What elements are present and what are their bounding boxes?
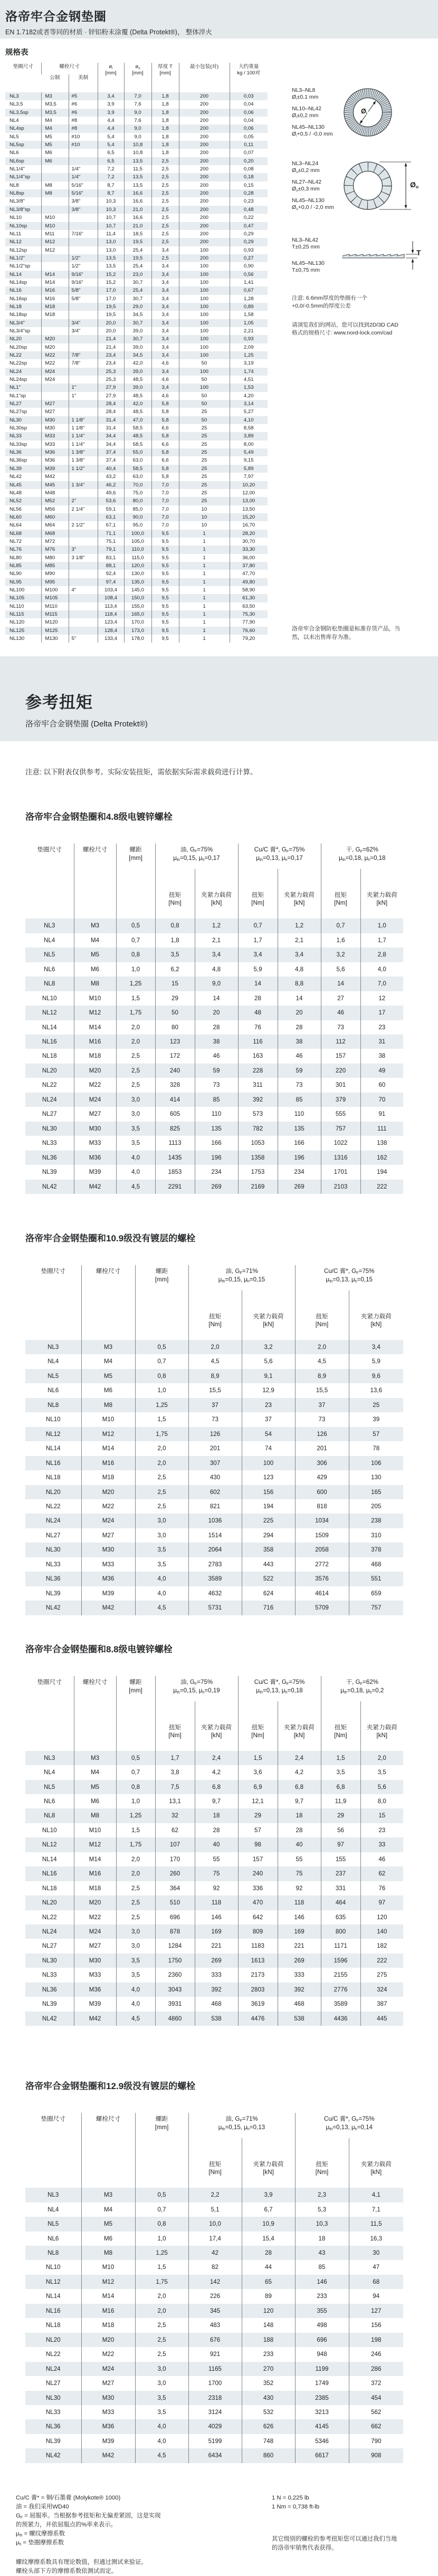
footnotes [16, 2494, 438, 2576]
table-row: NL14sp M14 9/16" 15,2 30,7 3,4 100 1,41 [5, 279, 268, 286]
table-row: NL1/4" 1/4" 7,2 11,5 2,5 200 0,08 [5, 165, 268, 173]
footnotes-units [272, 2494, 397, 2576]
table-row: NL10 M10 10,7 16,6 2,5 200 0,22 [5, 214, 268, 222]
footnote-line: 的预紧力，并依屈服点的%率来表示。 [16, 2521, 117, 2528]
spec-section [5, 63, 438, 643]
table-row: NL1/2" 1/2" 13,5 19,5 2,5 200 0,27 [5, 254, 268, 262]
outer-diameter-tolerances [292, 160, 342, 216]
col-header-torque: 扭矩 [Nm] [295, 1290, 349, 1340]
table-row: NL20 M20 21,4 30,7 3,4 100 0,93 [5, 335, 268, 343]
table-row: NL5 M5 0,8 7,5 6,8 6,9 6,8 6,8 5,6 [25, 1780, 403, 1794]
col-header-clamp-load: 夹紧力载荷 [kN] [242, 1290, 295, 1340]
group-header-oil: 油, $G_F=71\%$ $\mu_{th}=0,15$, $\mu_h=0,15$ [188, 1265, 295, 1290]
torque-table-4-8-body [25, 918, 403, 1194]
table-row: NL30 M30 3,5 2064 358 2058 378 [25, 1543, 403, 1557]
torque-table-4-8-title: 洛帝牢合金钢垫圈和4.8级电镀锌螺栓 [25, 812, 173, 822]
table-row: NL14 M14 9/16" 15,2 23,0 3,4 100 0,56 [5, 271, 268, 279]
table-row: NL10 M10 1,5 82 44 85 47 [25, 2260, 403, 2274]
table-row: NL10 M10 1,5 62 28 57 28 56 23 [25, 1823, 403, 1837]
table-row: NL52 M52 2" 53,6 80,0 7,0 25 13,00 [5, 497, 268, 505]
reference-torque-banner [0, 656, 438, 741]
table-row: NL36 M36 1 3/8" 37,4 55,0 5,8 25 5,49 [5, 448, 268, 456]
table-row: NL16 M16 5/8" 17,0 25,4 3,4 100 0,67 [5, 286, 268, 294]
tolerance-range: NL45–NL130 [292, 124, 325, 130]
table-row: NL14 M14 2,0 201 74 201 78 [25, 1441, 403, 1455]
table-row: NL20 M20 2,5 676 188 696 198 [25, 2333, 403, 2347]
torque-table-12-9-title: 洛帝牢合金钢垫圈和12.9级没有镀层的螺栓 [25, 2081, 196, 2092]
col-header-clamp-load: 夹紧力载荷 [kN] [349, 2138, 403, 2188]
col-header-clamp-load: 夹紧力载荷 [kN] [242, 2138, 295, 2188]
table-row: NL20 M20 2,5 602 156 600 165 [25, 1485, 403, 1499]
group-header-oil: 油, $G_F=75\%$ $\mu_{th}=0,15$, $\mu_h=0,17$ [155, 844, 238, 869]
table-row: NL30sp M30 1 1/8" 31,4 58,5 6,6 25 8,58 [5, 424, 268, 432]
table-row: NL3/8"sp 3/8" 10,3 21,0 2,5 200 0,48 [5, 206, 268, 214]
tolerance-value: $Ø_i\pm 0,1$ mm [292, 94, 319, 101]
tolerance-range: NL45–NL130 [292, 260, 325, 266]
col-header-clamp-load: 夹紧力载荷 [kN] [195, 869, 238, 918]
table-row: NL120 M120 123,4 170,0 9,5 1 77,90 [5, 618, 268, 626]
table-row: NL12 M12 13,0 19,5 2,5 200 0,29 [5, 238, 268, 246]
inner-diameter-label: $Ø_i$ [361, 108, 367, 116]
thickness-label: T [416, 248, 421, 257]
col-header-thickness: 厚度 T [mm] [151, 63, 179, 92]
table-row: NL95 M95 97,4 135,0 9,5 1 49,80 [5, 578, 268, 586]
group-header-dry: 干, $G_F=62\%$ $\mu_{th}=0,18$, $\mu_h=0,18$ [321, 844, 403, 869]
table-row: NL33 M33 3,5 2360 333 2173 333 2155 275 [25, 1968, 403, 1982]
table-row: NL24 M24 25,3 39,0 3,4 100 1,74 [5, 368, 268, 376]
table-row: NL3 M3 0,5 2,0 3,2 2,0 3,4 [25, 1340, 403, 1354]
table-row: NL39 M39 4,0 3931 468 3619 468 3589 387 [25, 1997, 403, 2011]
spec-table [5, 63, 268, 643]
table-row: NL105 M105 108,4 150,0 9,5 1 61,30 [5, 594, 268, 602]
table-row: NL1/4"sp 1/4" 7,2 13,5 2,5 200 0,18 [5, 173, 268, 181]
table-row: NL36 M36 4,0 1435 196 1358 196 1316 162 [25, 1151, 403, 1165]
torque-table-header [25, 2113, 403, 2188]
col-header-torque: 扭矩 [Nm] [155, 869, 195, 918]
table-row: NL22 M22 2,5 821 194 818 205 [25, 1499, 403, 1514]
spec-table-heading: 规格表 [5, 49, 28, 57]
table-row: NL1/2"sp 1/2" 13,5 25,4 3,4 100 0,90 [5, 262, 268, 270]
col-header-washer-size: 垫圈尺寸 [41, 1267, 65, 1275]
col-header-bolt-size: 螺栓尺寸 [81, 1265, 135, 1340]
table-row: NL48 M48 49,6 75,0 7,0 25 12,00 [5, 489, 268, 497]
table-row: NL3/4"sp 3/4" 20,0 39,0 3,4 100 2,21 [5, 327, 268, 335]
table-row: NL6 M6 1,0 6,2 4,8 5,9 4,8 5,6 4,0 [25, 962, 403, 976]
table-row: NL14 M14 2,0 170 55 157 55 155 46 [25, 1852, 403, 1866]
group-header-oil: 油, $G_F=75\%$ $\mu_{th}=0,15$, $\mu_h=0,19$ [155, 1676, 238, 1701]
unit-conversion: 1 N = 0,225 lb [272, 2494, 309, 2501]
table-row: NL8 M8 1,25 32 18 29 18 29 15 [25, 1808, 403, 1823]
tolerance-column [268, 63, 438, 643]
table-row: NL8sp M8 5/16" 8,7 16,6 2,5 200 0,28 [5, 189, 268, 197]
table-row: NL90 M90 92,4 130,0 9,5 1 47,70 [5, 570, 268, 578]
table-row: NL10sp M10 10,7 21,0 2,5 200 0,47 [5, 222, 268, 230]
torque-table-8-8 [25, 1676, 403, 2026]
table-row: NL100 M100 4" 103,4 145,0 9,5 1 58,90 [5, 586, 268, 594]
table-row: NL60 M60 63,1 90,0 7,0 10 15,20 [5, 513, 268, 521]
table-row: NL33 M33 3,5 1113 166 1053 166 1022 138 [25, 1136, 403, 1150]
table-row: NL80 M80 3 1/8" 83,1 115,0 9,5 1 36,00 [5, 554, 268, 562]
table-row: NL14 M14 2,0 226 89 233 94 [25, 2289, 403, 2303]
table-row: NL39 M39 4,0 4632 624 4614 659 [25, 1586, 403, 1601]
spec-table-header [5, 63, 268, 92]
col-header-torque: 扭矩 [Nm] [321, 1701, 360, 1751]
table-row: NL1"sp 1" 27,9 48,5 4,6 50 4,20 [5, 392, 268, 400]
washer-thickness-diagram [342, 237, 424, 272]
table-row: NL3,5 M3,5 #6 3,9 7,6 1,8 200 0,04 [5, 100, 268, 108]
table-row: NL16 M16 2,0 345 120 355 127 [25, 2304, 403, 2318]
table-row: NL68 M68 71,1 100,0 9,5 1 28,20 [5, 530, 268, 538]
col-header-washer-size: 垫圈尺寸 [41, 2115, 65, 2123]
table-row: NL12 M12 1,75 107 40 98 40 97 33 [25, 1837, 403, 1852]
cad-website-note: 请浏览我们的网站，您可以找到2D/3D CAD 格式的规格尺寸: www.nord-lock.com/cad [292, 322, 398, 336]
tolerance-range: NL10–NL42 [292, 106, 322, 112]
torque-table-8-8-body [25, 1751, 403, 2026]
table-row: NL4 M4 0,7 4,5 5,6 4,5 5,9 [25, 1354, 403, 1368]
table-row: NL36 M36 4,0 3589 522 3576 551 [25, 1572, 403, 1586]
table-row: NL12 M12 1,75 50 20 48 20 46 17 [25, 1005, 403, 1020]
table-row: NL3 M3 0,5 1,7 2,4 1,5 2,4 1,5 2,0 [25, 1751, 403, 1765]
table-row: NL110 M110 113,4 155,0 9,5 1 63,50 [5, 602, 268, 610]
table-row: NL22 M22 2,5 328 73 311 73 301 60 [25, 1078, 403, 1092]
table-row: NL20sp M20 21,4 39,0 3,4 100 2,09 [5, 343, 268, 351]
table-row: NL42 M42 4,5 5731 716 5709 757 [25, 1601, 403, 1615]
thickness-tolerance-block [292, 237, 438, 279]
outer-diameter-label: $Ø_o$ [410, 180, 419, 190]
table-row: NL22 M22 2,5 921 233 948 246 [25, 2347, 403, 2361]
table-row: NL130 M130 5" 133,4 178,0 9,5 1 79,20 [5, 635, 268, 643]
table-row: NL33 M33 3,5 3124 532 3213 562 [25, 2405, 403, 2419]
col-header-washer-size: 垫圈尺寸 [37, 846, 62, 854]
spec-table-body [5, 92, 268, 643]
col-header-pitch: 螺距 [mm] [135, 2113, 188, 2188]
table-row: NL1" 1" 27,9 39,0 3,4 100 1,53 [5, 384, 268, 391]
torque-table-header [25, 1265, 403, 1340]
col-header-pitch: 螺距 [mm] [135, 1265, 188, 1340]
tolerance-range: NL3–NL42 [292, 237, 319, 243]
table-row: NL39 M39 4,0 5199 748 5346 790 [25, 2434, 403, 2448]
table-row: NL33sp M33 1 1/4" 34,4 58,5 6,6 25 8,00 [5, 440, 268, 448]
torque-table-12-9 [25, 2113, 403, 2463]
table-row: NL3 M3 0,5 0,8 1,2 0,7 1,2 0,7 1,0 [25, 918, 403, 933]
torque-table-10-9-title: 洛帝牢合金钢垫圈和10.9级没有镀层的螺栓 [25, 1233, 196, 1243]
table-row: NL3/8" 3/8" 10,3 16,6 2,5 200 0,23 [5, 197, 268, 205]
col-header-clamp-load: 夹紧力载荷 [kN] [360, 1701, 403, 1751]
table-row: NL10 M10 1,5 29 14 28 14 27 12 [25, 991, 403, 1005]
footnote-line: Cu/C 膏* = 铜/石墨膏 (Molykote® 1000) [16, 2494, 121, 2501]
table-row: NL24 M24 3,0 1036 225 1034 238 [25, 1514, 403, 1528]
col-header-bolt-size: 螺栓尺寸 [74, 844, 116, 918]
tolerance-value: $Ø_o\pm 0,3$ mm [292, 186, 320, 193]
tolerance-value: $Ø_i\pm 0,2$ mm [292, 112, 319, 119]
torque-notice: 注意: 以下附表仅供参考。实际安装扭矩，需依据实际需求载荷进行计算。 [25, 768, 258, 777]
table-row: NL6 M6 6,5 10,8 1,8 200 0,07 [5, 149, 268, 157]
torque-table-10-9-body [25, 1340, 403, 1615]
table-row: NL3 M3 0,5 2,2 3,9 2,3 4,1 [25, 2188, 403, 2202]
tolerance-range: NL45–NL130 [292, 197, 325, 204]
table-row: NL18sp M18 19,5 34,5 3,4 100 1,58 [5, 311, 268, 319]
footnote-line: $\mu_h$ = 垫圈摩擦系数 [16, 2539, 64, 2546]
thickness-tolerance-note: 注意: 6.6mm厚度的垫圈有一个 +0,0/-0.5mm的厚度公差 [292, 295, 367, 309]
col-header-min-pack: 最小包装(对) [179, 63, 230, 92]
table-row: NL27 M27 3,0 1284 221 1183 221 1171 182 [25, 1939, 403, 1953]
table-row: NL30 M30 3,5 1750 269 1613 269 1596 222 [25, 1953, 403, 1968]
table-row: NL42 M42 4,5 2291 269 2169 269 2103 222 [25, 1180, 403, 1194]
table-row: NL30 M30 3,5 825 135 782 135 757 111 [25, 1122, 403, 1136]
table-row: NL36 M36 4,0 3043 392 2803 392 2776 324 [25, 1983, 403, 1997]
torque-table-header [25, 844, 403, 918]
table-row: NL42 M42 43,2 63,0 5,8 25 7,97 [5, 473, 268, 481]
col-header-metric: 公制 [50, 75, 60, 81]
table-row: NL20 M20 2,5 240 59 228 59 220 49 [25, 1064, 403, 1078]
table-row: NL18 M18 2,5 483 148 498 156 [25, 2318, 403, 2332]
table-row: NL18 M18 2,5 172 46 163 46 157 38 [25, 1049, 403, 1063]
washer-inner-diameter-diagram [342, 87, 393, 138]
table-row: NL18 M18 2,5 430 123 429 130 [25, 1470, 403, 1485]
table-row: NL6 M6 1,0 13,1 9,7 12,1 9,7 11,9 8,0 [25, 1794, 403, 1808]
footnote-line: $G_F$ = 屈服率。当根据参考扭矩和无偏差紧固，这是实现 [16, 2512, 161, 2520]
table-row: NL16 M16 2,0 307 100 306 106 [25, 1456, 403, 1470]
table-row: NL12 M12 1,75 126 54 126 57 [25, 1427, 403, 1441]
col-header-us: 美制 [69, 74, 98, 92]
table-row: NL12 M12 1,75 142 65 146 68 [25, 2275, 403, 2289]
col-header-torque: 扭矩 [Nm] [321, 869, 360, 918]
tolerance-range: NL3–NL8 [292, 87, 316, 93]
table-row: NL22sp M22 7/8" 23,4 42,0 4,6 50 3,19 [5, 359, 268, 367]
table-row: NL33 M33 3,5 2783 443 2772 468 [25, 1557, 403, 1572]
col-header-clamp-load: 夹紧力载荷 [kN] [360, 869, 403, 918]
table-row: NL24 M24 3,0 1165 270 1199 286 [25, 2362, 403, 2376]
col-header-bolt-size: 螺栓尺寸 [41, 63, 98, 74]
table-row: NL3 M3 #5 3,4 7,0 1,8 200 0,03 [5, 92, 268, 100]
table-row: NL42 M42 4,5 4860 538 4476 538 4436 445 [25, 2012, 403, 2026]
page-subtitle: EN 1.7182或者等同的材质 · 锌铝粉末涂覆 (Delta Protekt®)， 整体淬火 [5, 28, 212, 36]
table-row: NL115 M115 118,4 165,0 9,5 1 75,30 [5, 610, 268, 618]
table-row: NL27 M27 3,0 1700 352 1749 372 [25, 2376, 403, 2390]
table-row: NL14 M14 2,0 80 28 76 28 73 23 [25, 1020, 403, 1035]
tolerance-range: NL27–NL42 [292, 179, 322, 185]
table-row: NL4 M4 0,7 3,8 4,2 3,6 4,2 3,5 3,5 [25, 1765, 403, 1779]
table-row: NL85 M85 88,1 120,0 9,5 1 37,80 [5, 562, 268, 570]
table-row: NL36 M36 4,0 4029 626 4145 662 [25, 2419, 403, 2434]
tolerance-value: $Ø_i+0,5 / -0,0$ mm [292, 131, 333, 138]
group-header-paste: Cu/C 膏*, $G_F=75\%$ $\mu_{th}=0,13$, $\mu_h=0,15$ [295, 1265, 403, 1290]
torque-table-4-8 [25, 844, 403, 1194]
col-header-clamp-load: 夹紧力载荷 [kN] [278, 869, 321, 918]
col-header-clamp-load: 夹紧力载荷 [kN] [195, 1701, 238, 1751]
table-row: NL33 M33 1 1/4" 34,4 48,5 5,8 25 3,89 [5, 432, 268, 440]
col-header-torque: 扭矩 [Nm] [155, 1701, 195, 1751]
table-row: NL30 M30 1 1/8" 31,4 47,0 5,8 50 4,10 [5, 416, 268, 424]
stock-availability-note: 洛帝牢合金钢防松垫圈是标准存货产品，当 然，以未出售库存为准。 [292, 626, 401, 640]
tolerance-value: T±0,75 mm [292, 267, 320, 273]
group-header-oil: 油, $G_F=71\%$ $\mu_{th}=0,15$, $\mu_h=0,13$ [188, 2113, 295, 2138]
col-header-washer-size: 垫圈尺寸 [13, 64, 33, 70]
table-row: NL45 M45 1 3/4" 46,2 70,0 7,0 25 10,20 [5, 481, 268, 489]
table-row: NL72 M72 75,1 105,0 9,5 1 30,70 [5, 538, 268, 545]
table-row: NL8 M8 1,25 42 28 43 30 [25, 2246, 403, 2260]
tolerance-value: $Ø_o\pm 0,2$ mm [292, 167, 320, 174]
table-row: NL125 M125 128,4 173,0 9,5 1 76,60 [5, 627, 268, 635]
table-row: NL39 M39 1 1/2" 40,4 58,5 5,8 25 5,89 [5, 465, 268, 473]
col-header-bolt-size: 螺栓尺寸 [74, 1676, 116, 1751]
table-row: NL16 M16 2,0 260 75 240 75 237 62 [25, 1866, 403, 1881]
torque-table-8-8-title: 洛帝牢合金钢垫圈和8.8级电镀锌螺栓 [25, 1644, 173, 1654]
table-row: NL42 M42 4,5 6434 860 6617 908 [25, 2448, 403, 2463]
page-title: 洛帝牢合金钢垫圈 [5, 9, 107, 23]
table-row: NL4 M4 0,7 1,8 2,1 1,7 2,1 1,6 1,7 [25, 933, 403, 947]
table-row: NL4 M4 #8 4,4 7,6 1,8 200 0,04 [5, 117, 268, 125]
unit-conversion: 1 Nm = 0,738 ft-lb [272, 2503, 320, 2510]
table-row: NL24 M24 3,0 414 85 392 85 379 70 [25, 1093, 403, 1107]
table-row: NL24 M24 3,0 878 169 809 169 800 140 [25, 1924, 403, 1939]
col-header-torque: 扭矩 [Nm] [238, 869, 278, 918]
table-row: NL27 M27 3,0 605 110 573 110 555 91 [25, 1107, 403, 1121]
group-header-paste: Cu/C 膏*, $G_F=75\%$ $\mu_{th}=0,13$, $\mu_h=0,18$ [238, 1676, 321, 1701]
table-row: NL6sp M6 6,5 13,5 2,5 200 0,20 [5, 157, 268, 165]
torque-table-header [25, 1676, 403, 1751]
table-row: NL39 M39 4,0 1853 234 1753 234 1701 194 [25, 1165, 403, 1179]
footnotes-definitions [16, 2494, 256, 2576]
col-header-torque: 扭矩 [Nm] [295, 2138, 349, 2188]
table-row: NL5 M5 0,8 3,5 3,4 3,4 3,4 3,2 2,8 [25, 947, 403, 962]
table-row: NL8 M8 1,25 37 23 37 25 [25, 1398, 403, 1412]
table-row: NL36sp M36 1 3/8" 37,4 63,0 6,6 25 9,15 [5, 456, 268, 464]
table-row: NL18 M18 19,5 29,0 3,4 100 0,89 [5, 303, 268, 311]
table-row: NL27 M27 3,0 1514 294 1509 310 [25, 1528, 403, 1543]
table-row: NL4 M4 0,7 5,1 6,7 5,3 7,1 [25, 2202, 403, 2217]
other-grades-note: 其它级别的螺栓的参考扭矩您可以通过我们当地 的洛帝牢销售代表获得。 [272, 2535, 397, 2551]
col-header-inner-diameter: $ø_i$ [mm] [98, 63, 124, 92]
group-header-paste: Cu/C 膏*, $G_F=75\%$ $\mu_{th}=0,13$, $\mu_h=0,14$ [295, 2113, 403, 2138]
torque-table-12-9-body [25, 2188, 403, 2463]
thickness-tolerances [292, 237, 342, 279]
reference-torque-title: 参考扭矩 [25, 693, 93, 712]
table-row: NL3/4" 3/4" 20,0 30,7 3,4 100 1,05 [5, 319, 268, 327]
table-row: NL6 M6 1,0 17,4 15,4 18 16,3 [25, 2232, 403, 2246]
col-header-pitch: 螺距 [mm] [116, 844, 155, 918]
table-row: NL20 M20 2,5 510 118 470 118 464 97 [25, 1895, 403, 1910]
group-header-paste: Cu/C 膏*, $G_F=75\%$ $\mu_{th}=0,13$, $\mu_h=0,17$ [238, 844, 321, 869]
col-header-torque: 扭矩 [Nm] [188, 1290, 242, 1340]
table-row: NL76 M76 3" 79,1 110,0 9,5 1 33,30 [5, 545, 268, 553]
outer-diameter-tolerance-block [292, 160, 438, 216]
table-row: NL22 M22 7/8" 23,4 34,5 3,4 100 1,25 [5, 351, 268, 359]
table-row: NL22 M22 2,5 696 146 642 146 635 120 [25, 1910, 403, 1924]
group-header-dry: 干, $G_F=62\%$ $\mu_{th}=0,18$, $\mu_h=0,2$ [321, 1676, 403, 1701]
washer-outer-diameter-diagram [342, 160, 422, 211]
col-header-bolt-size: 螺栓尺寸 [81, 2113, 135, 2188]
col-header-torque: 扭矩 [Nm] [188, 2138, 242, 2188]
footnote-line: 油 = 我们采用WD40 [16, 2503, 69, 2510]
col-header-clamp-load: 夹紧力载荷 [kN] [349, 1290, 403, 1340]
col-header-washer-size: 垫圈尺寸 [37, 1678, 62, 1686]
washer-profile-icon [342, 237, 424, 272]
table-row: NL56 M56 2 1/4" 59,1 85,0 7,0 10 13,50 [5, 505, 268, 513]
tolerance-range: NL3–NL24 [292, 160, 319, 167]
table-row: NL5 M5 0,8 10,0 10,9 10,3 11,5 [25, 2217, 403, 2231]
table-row: NL30 M30 3,5 2318 430 2385 454 [25, 2391, 403, 2405]
col-header-outer-diameter: $ø_o$ [mm] [124, 63, 151, 92]
table-row: NL8 M8 1,25 15 9,0 14 8,8 14 7,0 [25, 976, 403, 991]
col-header-weight: 大约重量 kg / 100对 [230, 63, 268, 92]
tolerance-value: T±0,25 mm [292, 244, 320, 250]
page-header [0, 0, 438, 39]
table-row: NL24sp M24 25,3 48,5 4,6 50 4,51 [5, 376, 268, 384]
table-row: NL11 M11 7/16" 11,4 18,5 2,5 200 0,29 [5, 230, 268, 238]
table-row: NL3,5sp M3,5 #6 3,9 9,0 1,8 200 0,06 [5, 109, 268, 117]
inner-diameter-tolerance-block [292, 87, 438, 142]
footnote-line: $\mu_{th}$ = 螺纹摩擦系数 [16, 2530, 65, 2537]
table-row: NL18 M18 2,5 364 92 336 92 331 76 [25, 1881, 403, 1895]
col-header-torque: 扭矩 [Nm] [238, 1701, 278, 1751]
table-row: NL10 M10 1,5 73 37 73 39 [25, 1412, 403, 1426]
reference-torque-subtitle: 洛帝牢合金钢垫圈 (Delta Protekt®) [25, 720, 148, 729]
table-row: NL5 M5 0,8 8,9 9,1 8,9 9,6 [25, 1369, 403, 1383]
table-row: NL27 M27 28,4 42,0 5,8 50 3,14 [5, 400, 268, 408]
col-header-pitch: 螺距 [mm] [116, 1676, 155, 1751]
table-row: NL4sp M4 #8 4,4 9,0 1,8 200 0,06 [5, 125, 268, 132]
table-row: NL27sp M27 28,4 48,5 5,8 25 5,27 [5, 408, 268, 416]
table-row: NL8 M8 5/16" 8,7 13,5 2,5 200 0,15 [5, 181, 268, 189]
table-row: NL5sp M5 #10 5,4 10,8 1,8 200 0,11 [5, 141, 268, 149]
col-header-clamp-load: 夹紧力载荷 [kN] [278, 1701, 321, 1751]
table-row: NL12sp M12 13,0 25,4 3,4 100 0,93 [5, 246, 268, 254]
tolerance-value: $Ø_o+0,0 / -2,0$ mm [292, 204, 334, 211]
inner-diameter-tolerances [292, 87, 342, 142]
table-row: NL6 M6 1,0 15,5 12,9 15,5 13,6 [25, 1383, 403, 1397]
torque-table-10-9 [25, 1265, 403, 1615]
table-row: NL16 M16 2,0 123 38 116 38 112 31 [25, 1035, 403, 1049]
table-row: NL16sp M16 5/8" 17,0 30,7 3,4 100 1,28 [5, 295, 268, 303]
table-row: NL64 M64 2 1/2" 67,1 95,0 7,0 10 16,70 [5, 521, 268, 529]
friction-note: 螺纹摩擦系数具有理论数值，但通过测试来验证。 螺栓头部下方的摩擦系数依测试而定。 [16, 2559, 147, 2574]
table-row: NL5 M5 #10 5,4 9,0 1,8 200 0,05 [5, 133, 268, 141]
